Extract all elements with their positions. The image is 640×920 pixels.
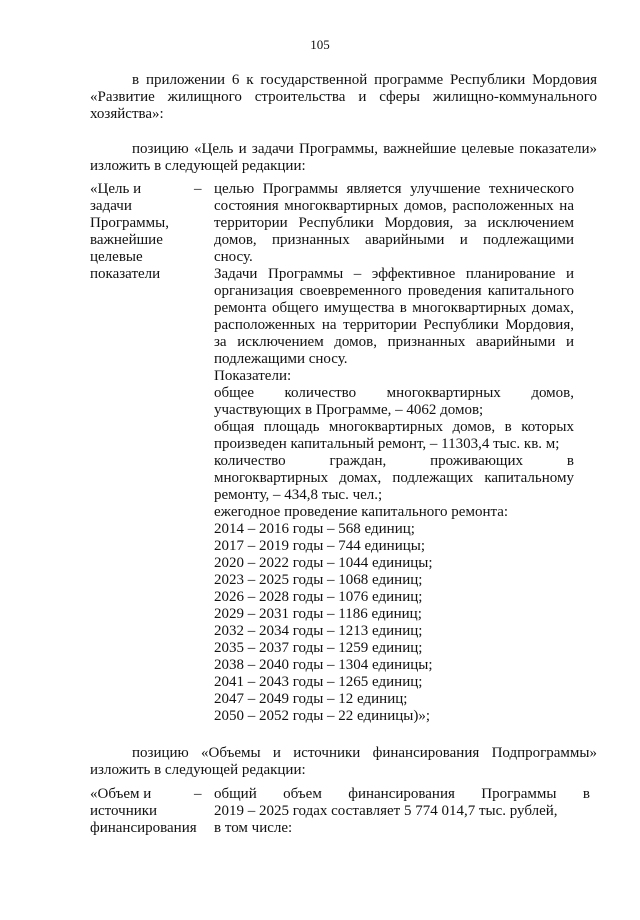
year-line: 2020 – 2022 годы – 1044 единицы; bbox=[214, 555, 433, 571]
row1-label bbox=[90, 181, 200, 283]
row1-label-line: задачи bbox=[90, 198, 132, 214]
indicator-line: количество граждан, проживающих в bbox=[214, 453, 574, 469]
year-line: 2029 – 2031 годы – 1186 единиц; bbox=[214, 606, 422, 622]
intro-line: «Развитие жилищного строительства и сферы жилищно-коммунального bbox=[90, 89, 597, 105]
row1-dash: – bbox=[194, 181, 202, 197]
row1-label-line: Программы, bbox=[90, 215, 169, 231]
position1-paragraph bbox=[90, 141, 597, 175]
year-line: 2032 – 2034 годы – 1213 единиц; bbox=[214, 623, 423, 639]
financing-line: в том числе: bbox=[214, 820, 293, 836]
year-line: 2035 – 2037 годы – 1259 единиц; bbox=[214, 640, 423, 656]
row2-label bbox=[90, 786, 200, 837]
row2-label-line: «Объем и bbox=[90, 786, 152, 802]
intro-line: в приложении 6 к государственной программе Республики Мордовия bbox=[132, 72, 597, 88]
indicator-line: ремонту, – 434,8 тыс. чел.; bbox=[214, 487, 383, 503]
indicators-title: Показатели: bbox=[214, 368, 292, 384]
indicator-line: участвующих в Программе, – 4062 домов; bbox=[214, 402, 484, 418]
row1-label-line: показатели bbox=[90, 266, 161, 282]
year-line: 2023 – 2025 годы – 1068 единиц; bbox=[214, 572, 423, 588]
financing-line: 2019 – 2025 годах составляет 5 774 014,7 тыс. рублей, bbox=[214, 803, 558, 819]
indicator-line: произведен капитальный ремонт, – 11303,4 тыс. кв. м; bbox=[214, 436, 560, 452]
row2-label-line: финансирования bbox=[90, 820, 197, 836]
position2-line: позицию «Объемы и источники финансирования Подпрограммы» bbox=[132, 745, 597, 761]
year-line: 2017 – 2019 годы – 744 единицы; bbox=[214, 538, 426, 554]
tasks-line: за исключением домов, признанных аварийными и bbox=[214, 334, 574, 350]
row1-label-line: целевые bbox=[90, 249, 143, 265]
year-line: 2026 – 2028 годы – 1076 единиц; bbox=[214, 589, 423, 605]
row2-dash: – bbox=[194, 786, 202, 802]
year-line: 2038 – 2040 годы – 1304 единицы; bbox=[214, 657, 433, 673]
page-number: 105 bbox=[310, 37, 330, 52]
row2-label-line: источники bbox=[90, 803, 158, 819]
row1-label-line: важнейшие bbox=[90, 232, 163, 248]
position1-line: изложить в следующей редакции: bbox=[90, 158, 306, 174]
tasks-line: Задачи Программы – эффективное планирование и bbox=[214, 266, 574, 282]
intro-paragraph bbox=[90, 72, 597, 123]
goal-line: целью Программы является улучшение технического bbox=[214, 181, 574, 197]
year-line: 2041 – 2043 годы – 1265 единиц; bbox=[214, 674, 423, 690]
indicator-line: многоквартирных домах, подлежащих капитальному bbox=[214, 470, 574, 486]
position1-line: позицию «Цель и задачи Программы, важнейшие целевые показатели» bbox=[132, 141, 597, 157]
year-line: 2050 – 2052 годы – 22 единицы)»; bbox=[214, 708, 430, 724]
goal-line: домов, признанных аварийными и подлежащими bbox=[214, 232, 574, 248]
indicator-line: ежегодное проведение капитального ремонта: bbox=[214, 504, 509, 520]
row1-label-line: «Цель и bbox=[90, 181, 142, 197]
financing-line: общий объем финансирования Программы в bbox=[214, 786, 590, 802]
goal-line: состояния многоквартирных домов, расположенных на bbox=[214, 198, 574, 214]
intro-line: хозяйства»: bbox=[90, 106, 164, 122]
year-line: 2047 – 2049 годы – 12 единиц; bbox=[214, 691, 408, 707]
indicator-line: общее количество многоквартирных домов, bbox=[214, 385, 574, 401]
goal-line: территории Республики Мордовия, за исключением bbox=[214, 215, 574, 231]
goal-line: сносу. bbox=[214, 249, 253, 265]
row2-value bbox=[214, 786, 590, 837]
year-line: 2014 – 2016 годы – 568 единиц; bbox=[214, 521, 415, 537]
row1-value bbox=[214, 181, 574, 725]
tasks-line: организация своевременного проведения капитального bbox=[214, 283, 574, 299]
position2-paragraph bbox=[90, 745, 597, 779]
tasks-line: подлежащими сносу. bbox=[214, 351, 348, 367]
position2-line: изложить в следующей редакции: bbox=[90, 762, 306, 778]
tasks-line: расположенных на территории Республики Мордовия, bbox=[214, 317, 574, 333]
tasks-line: ремонта общего имущества в многоквартирных домах, bbox=[214, 300, 574, 316]
indicator-line: общая площадь многоквартирных домов, в которых bbox=[214, 419, 574, 435]
